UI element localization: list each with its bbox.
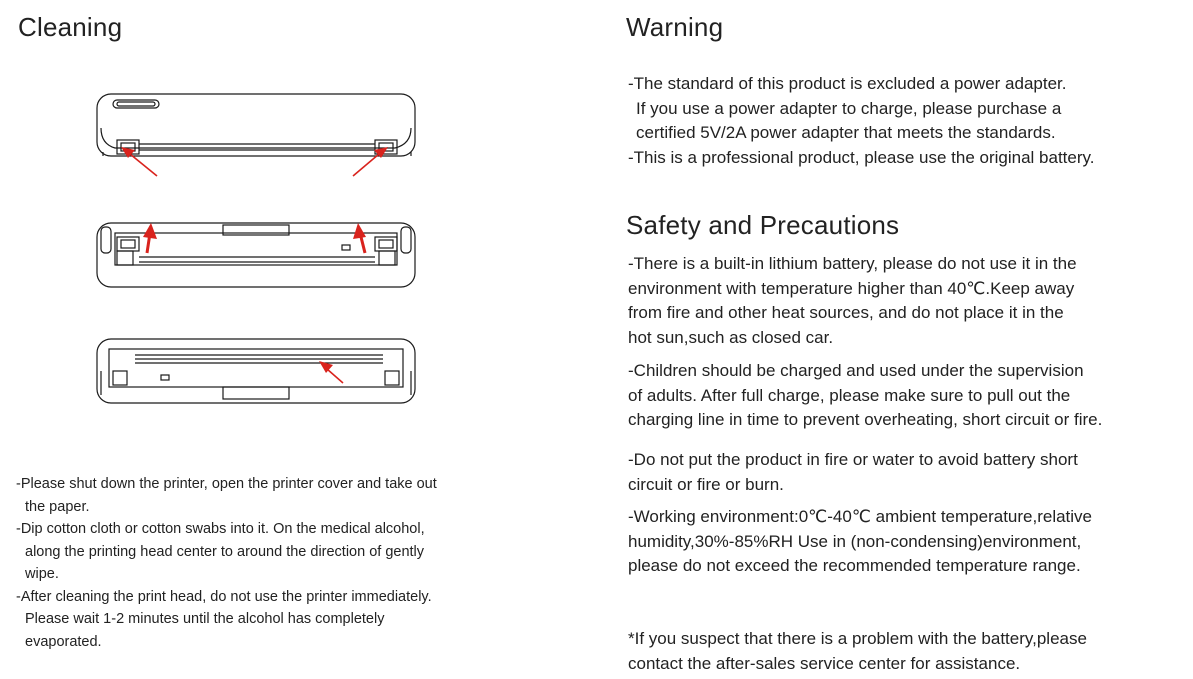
safety-line: please do not exceed the recommended temperature range. xyxy=(628,556,1081,575)
warning-line: -The standard of this product is excluded a power adapter. xyxy=(628,74,1067,93)
battery-note xyxy=(628,627,1087,676)
safety-paragraph-4 xyxy=(628,505,1092,579)
warning-text xyxy=(628,72,1095,170)
safety-line: charging line in time to prevent overheating, short circuit or fire. xyxy=(628,410,1103,429)
note-line: *If you suspect that there is a problem with the battery,please xyxy=(628,629,1087,648)
printer-open-illustration xyxy=(95,215,420,290)
safety-paragraph-1 xyxy=(628,252,1077,350)
warning-line: -This is a professional product, please use the original battery. xyxy=(628,147,1095,167)
safety-line: from fire and other heat sources, and do not place it in the xyxy=(628,303,1064,322)
safety-line: circuit or fire or burn. xyxy=(628,474,784,494)
cleaning-line: wipe. xyxy=(25,566,59,582)
cleaning-title: Cleaning xyxy=(18,12,123,42)
warning-line: certified 5V/2A power adapter that meets the standards. xyxy=(636,123,1056,142)
cleaning-instructions xyxy=(16,473,536,653)
safety-line: environment with temperature higher than 40℃.Keep away xyxy=(628,278,1075,298)
safety-line: humidity,30%-85%RH Use in (non-condensing)environment, xyxy=(628,531,1082,551)
cleaning-line: -After cleaning the print head, do not use the printer immediately. xyxy=(16,588,432,605)
safety-line: hot sun,such as closed car. xyxy=(628,327,834,347)
cleaning-line: evaporated. xyxy=(25,633,102,650)
safety-paragraph-3 xyxy=(628,448,1078,497)
printer-print-head-illustration xyxy=(95,335,420,410)
warning-title: Warning xyxy=(626,12,724,42)
safety-line: of adults. After full charge, please make sure to pull out the xyxy=(628,385,1071,405)
cleaning-line: -Please shut down the printer, open the printer cover and take out xyxy=(16,476,437,492)
safety-line: -Working environment:0℃-40℃ ambient temperature,relative xyxy=(628,507,1093,526)
safety-line: -Do not put the product in fire or water to avoid battery short xyxy=(628,450,1078,469)
cleaning-line: the paper. xyxy=(25,498,90,515)
safety-title: Safety and Precautions xyxy=(626,210,900,240)
cleaning-line: along the printing head center to around the direction of gently xyxy=(25,543,425,560)
safety-line: -There is a built-in lithium battery, please do not use it in the xyxy=(628,254,1077,273)
note-line: contact the after-sales service center for assistance. xyxy=(628,653,1021,673)
safety-paragraph-2 xyxy=(628,359,1102,433)
warning-line: If you use a power adapter to charge, please purchase a xyxy=(636,98,1062,118)
printer-front-closed-illustration xyxy=(95,90,420,180)
cleaning-line: Please wait 1-2 minutes until the alcohol has completely xyxy=(25,611,385,627)
safety-line: -Children should be charged and used under the supervision xyxy=(628,361,1084,380)
cleaning-line: -Dip cotton cloth or cotton swabs into it. On the medical alcohol, xyxy=(16,521,425,537)
